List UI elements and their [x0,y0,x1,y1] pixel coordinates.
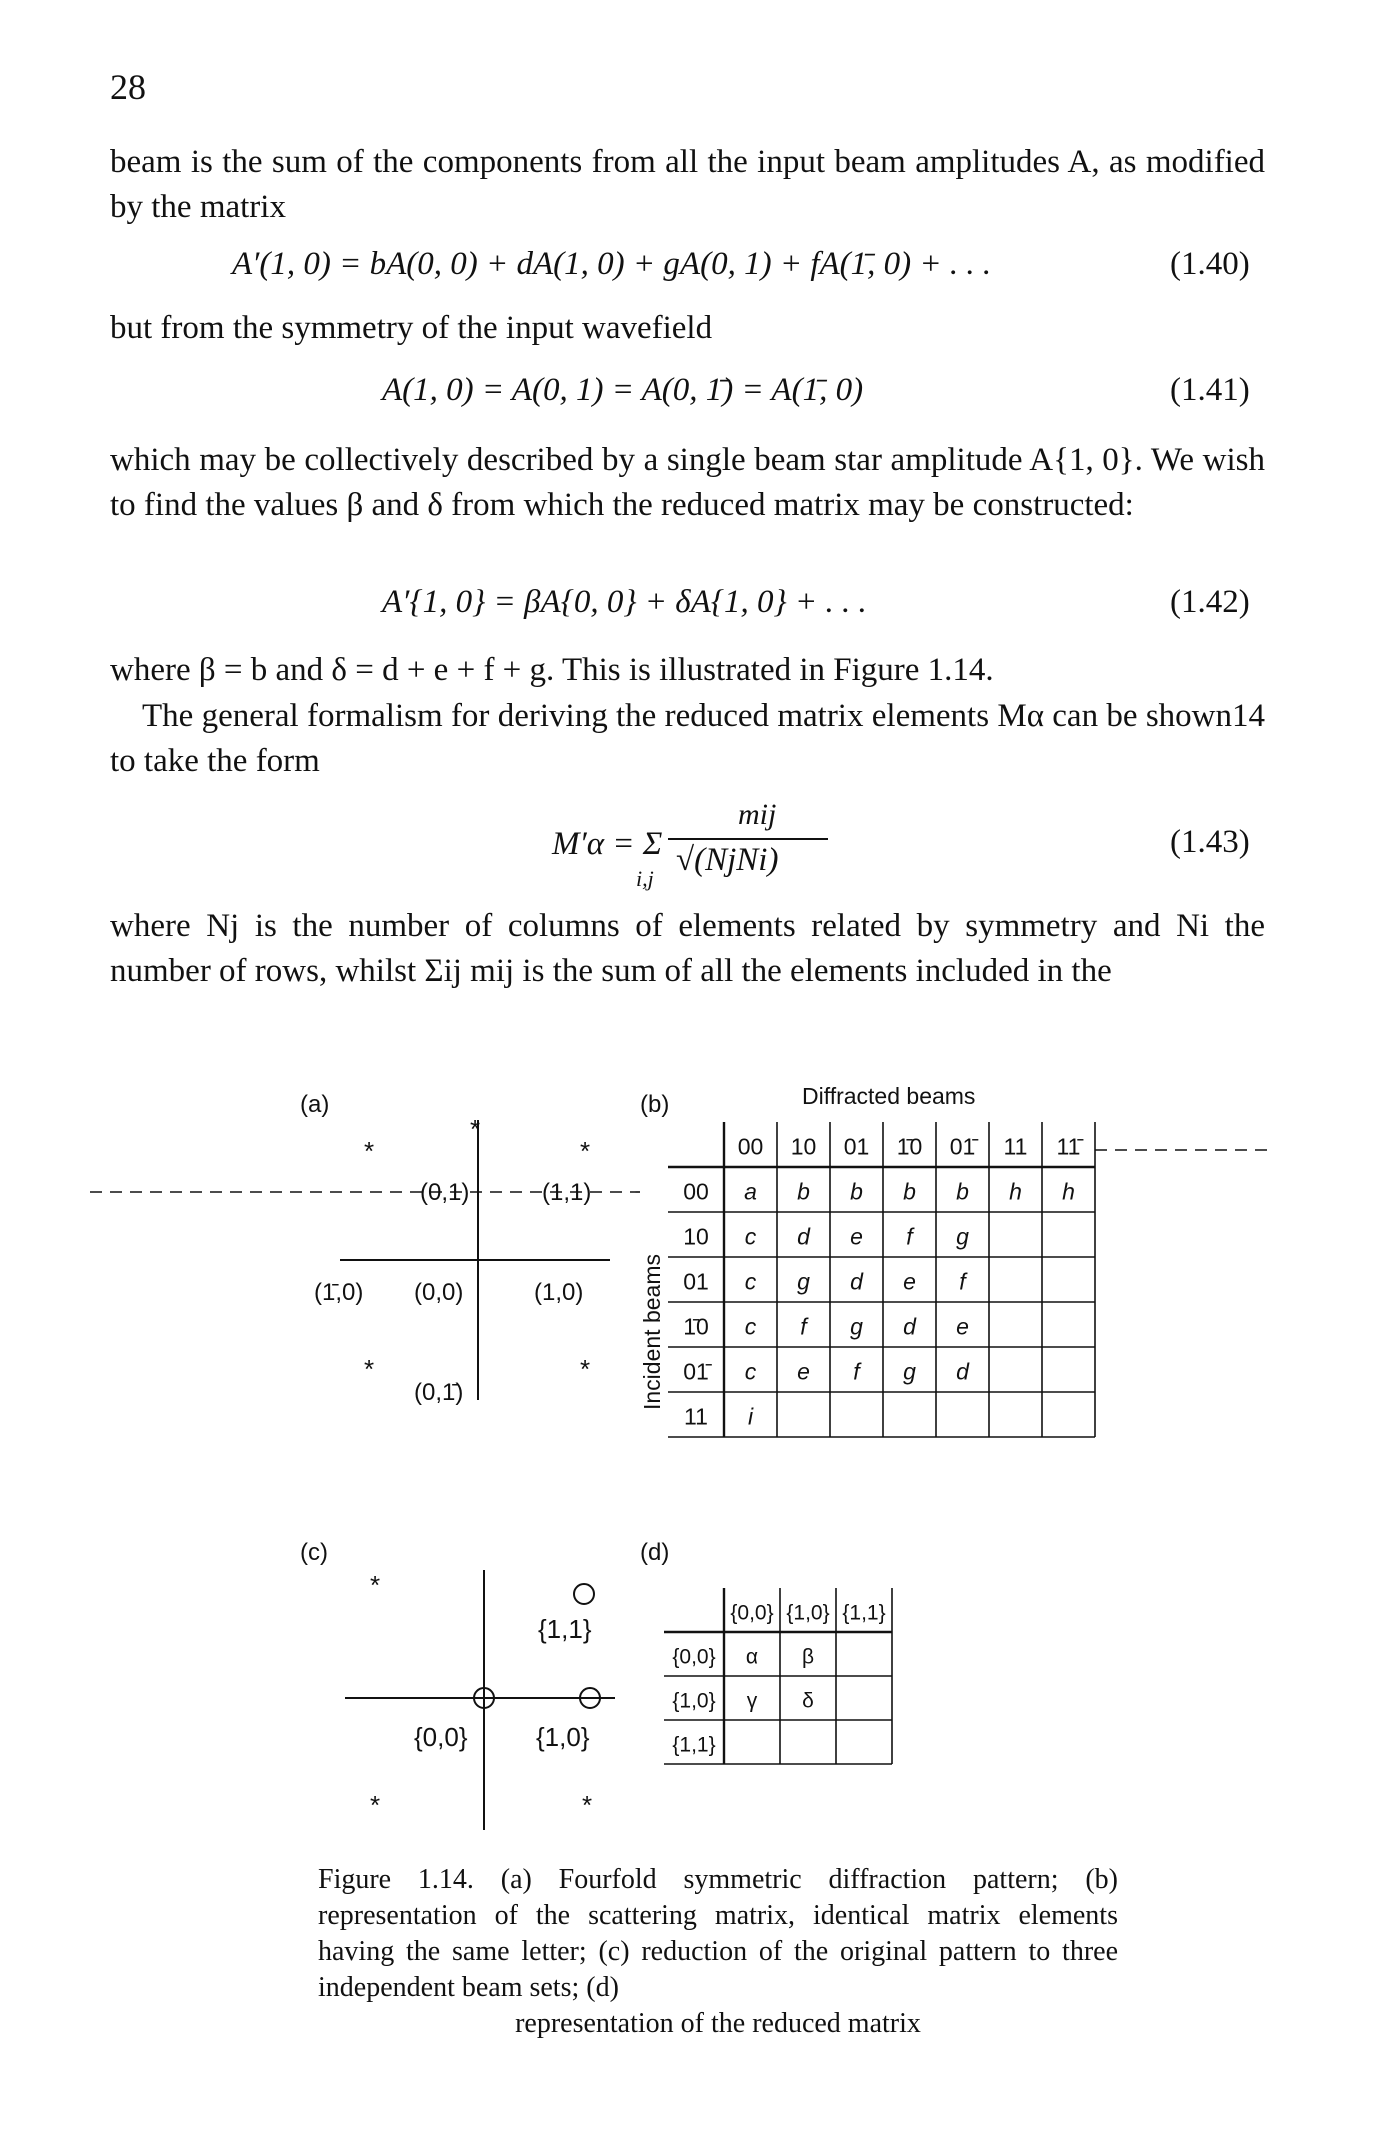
matrix-b-cell: b [956,1178,969,1205]
matrix-b-cell: e [797,1358,810,1385]
matrix-b-cell: b [850,1178,863,1205]
matrix-b-cell: e [903,1268,916,1295]
scattering-matrix [668,1122,1095,1437]
matrix-b-column-header: 01 [843,1133,870,1160]
matrix-b-cell: c [744,1268,757,1295]
matrix-d-row-header: {0,0} [672,1645,716,1669]
matrix-b-row-header: 11 [684,1403,708,1430]
matrix-b-cell: g [850,1313,863,1340]
matrix-d-cell: β [801,1645,815,1669]
beam-set-circle [574,1584,594,1604]
diffracted-beams-title: Diffracted beams [802,1083,976,1109]
matrix-d-row-header: {1,0} [672,1689,716,1713]
equation-1-40: A′(1, 0) = bA(0, 0) + dA(1, 0) + gA(0, 1) + fA(1̄, 0) + . . . [232,246,992,282]
equation-1-42: A′{1, 0} = βA{0, 0} + δA{1, 0} + . . . [382,584,867,620]
matrix-b-cell: g [797,1268,810,1295]
matrix-b-cell: f [959,1268,966,1295]
point-label: (0,0) [414,1279,464,1306]
equation-1-43-numerator: mij [738,798,777,831]
matrix-b-cell: h [1062,1178,1075,1205]
caption-body: Figure 1.14. (a) Fourfold symmetric diffraction pattern; (b) representation of the scattering matrix, identical matrix elements having the same letter; (c) reduction of the original pattern to three independent beam sets; (d) [318,1864,1118,2003]
matrix-b-cell: g [903,1358,916,1385]
matrix-d-cell: α [745,1645,759,1669]
matrix-d-column-header: {1,0} [786,1601,830,1625]
reduced-matrix [664,1588,892,1764]
matrix-b-cell: e [956,1313,969,1340]
matrix-b-cell: c [744,1358,757,1385]
matrix-b-column-header: 1̄0 [896,1133,923,1160]
beam-set-label: {1,1} [538,1614,592,1644]
matrix-b-cell: e [850,1223,863,1250]
paragraph-3: which may be collectively described by a single beam star amplitude A{1, 0}. We wish to find the values β and δ from which the reduced matrix may be constructed: [110,442,1265,523]
equation-1-43-denominator: √(NjNi) [676,842,779,878]
matrix-d-column-header: {1,1} [842,1601,886,1625]
spot-star: * [364,1354,375,1384]
figure-caption [318,1862,1118,2042]
spot-star: * [582,1790,593,1820]
spot-star: * [580,1354,591,1384]
point-label: (0,1) [420,1179,470,1206]
point-label: (0,1̄) [414,1379,464,1406]
equation-1-43-sum-index: i,j [636,866,654,891]
matrix-b-column-header: 01̄ [949,1133,976,1160]
matrix-b-row-header: 00 [683,1178,709,1205]
matrix-b-row-header: 1̄0 [683,1313,709,1340]
matrix-b-cell: c [744,1313,757,1340]
paragraph-6: where Nj is the number of columns of elements related by symmetry and Ni the number of rows, whilst Σij mij is the sum of all the elements included in the [110,908,1265,989]
panel-c-label: (c) [300,1539,328,1566]
page-number: 28 [110,67,146,107]
spot-star: * [470,1114,481,1144]
matrix-b-cell: c [744,1223,757,1250]
equation-number-1-42: (1.42) [1170,584,1250,620]
beam-set-label: {0,0} [414,1722,468,1752]
matrix-b-row-header: 10 [683,1223,709,1250]
point-label: (1̄,0) [314,1279,364,1306]
equation-1-43-lhs: M′α = Σ [552,826,663,862]
matrix-b-cell: b [797,1178,810,1205]
matrix-b-cell: d [797,1223,810,1250]
beam-set-label: {1,0} [536,1722,590,1752]
matrix-b-cell: d [903,1313,916,1340]
matrix-b-cell: g [956,1223,969,1250]
matrix-b-cell: b [903,1178,916,1205]
spot-star: * [370,1570,381,1600]
paragraph-4: where β = b and δ = d + e + f + g. This is illustrated in Figure 1.14. [110,652,994,688]
paragraph-1: beam is the sum of the components from all the input beam amplitudes A, as modified by the matrix [110,144,1265,225]
incident-beams-label: Incident beams [639,1254,665,1410]
spot-star: * [370,1790,381,1820]
point-label: (1,0) [534,1279,584,1306]
panel-a-label: (a) [300,1091,330,1118]
matrix-b-cell: h [1009,1178,1022,1205]
matrix-b-column-header: 11̄ [1056,1133,1081,1160]
paragraph-2: but from the symmetry of the input wavefield [110,310,713,346]
matrix-d-cell: δ [802,1689,814,1713]
matrix-b-column-header: 00 [737,1133,764,1160]
matrix-d-row-header: {1,1} [672,1733,716,1757]
caption-last-line: representation of the reduced matrix [515,2008,921,2039]
matrix-b-column-header: 11 [1003,1133,1028,1160]
matrix-d-cell: γ [746,1689,758,1713]
matrix-b-cell: a [744,1178,757,1205]
matrix-b-cell: f [800,1313,807,1340]
matrix-b-row-header: 01̄ [683,1358,709,1385]
matrix-d-column-header: {0,0} [730,1601,774,1625]
spot-star: * [580,1136,591,1166]
matrix-b-cell: i [747,1403,754,1430]
equation-1-41: A(1, 0) = A(0, 1) = A(0, 1̄) = A(1̄, 0) [382,372,864,408]
panel-d-label: (d) [640,1539,670,1566]
matrix-b-cell: f [853,1358,860,1385]
equation-number-1-43: (1.43) [1170,824,1250,860]
paragraph-5: The general formalism for deriving the reduced matrix elements Mα can be shown14 to take the form [110,698,1265,779]
point-label: (1,1) [542,1179,592,1206]
matrix-b-cell: d [956,1358,969,1385]
spot-star: * [364,1136,375,1166]
equation-number-1-41: (1.41) [1170,372,1250,408]
matrix-b-cell: d [850,1268,863,1295]
matrix-b-cell: f [906,1223,913,1250]
matrix-b-row-header: 01 [683,1268,709,1295]
panel-b-label: (b) [640,1091,670,1118]
equation-number-1-40: (1.40) [1170,246,1250,282]
matrix-b-column-header: 10 [790,1133,817,1160]
